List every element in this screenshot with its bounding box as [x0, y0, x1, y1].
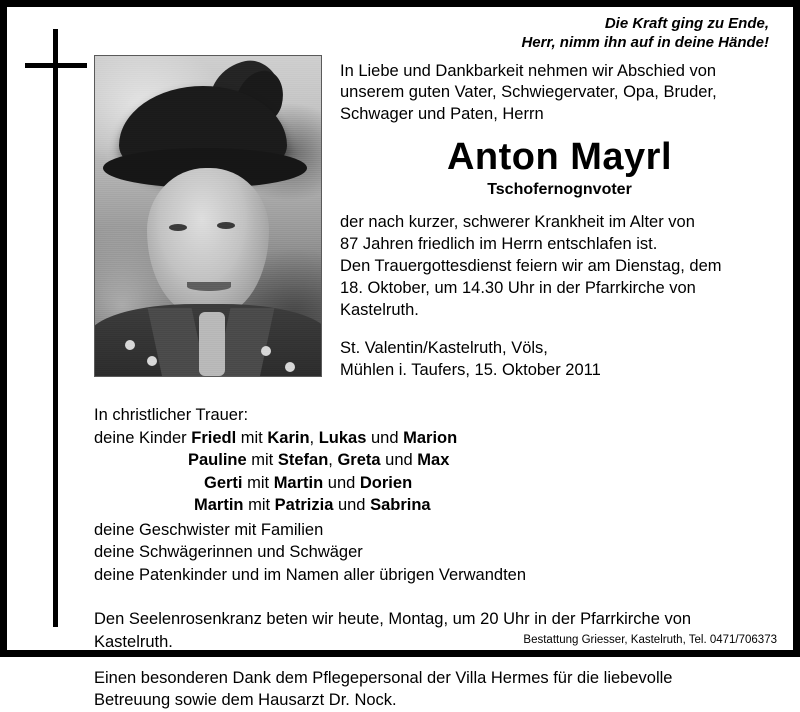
rosary-line-1: Den Seelenrosenkranz beten wir heute, Montag, um 20 Uhr in der Pfarrkirche von — [94, 610, 692, 629]
children-prefix: deine Kinder — [94, 429, 192, 447]
mourners-child-row — [94, 494, 779, 516]
child-name-3: Gerti — [204, 473, 243, 492]
announcement-body — [340, 211, 779, 322]
child-conn-3a: mit — [242, 473, 274, 492]
grandchild-3a: Dorien — [359, 473, 413, 492]
child-conn-4b: und — [333, 496, 371, 515]
cross-vertical-bar — [53, 29, 58, 627]
body-line-5: Kastelruth. — [340, 301, 419, 320]
child-name-1: Friedl — [191, 429, 237, 447]
deceased-nickname: Tschofernognvoter — [487, 180, 632, 198]
child-name-2: Pauline — [188, 451, 247, 470]
child-partner-4: Patrizia — [274, 496, 334, 515]
child-conn-1c: und — [366, 429, 404, 447]
relatives-line-3: deine Patenkinder und im Namen aller übrigen Verwandten — [94, 565, 527, 584]
grandchild-4a: Sabrina — [370, 496, 431, 515]
cross-icon — [25, 29, 87, 629]
child-conn-2a: mit — [246, 451, 278, 470]
mourners-child-row — [94, 449, 779, 471]
portrait-grain-overlay — [95, 56, 321, 376]
child-partner-1: Karin — [267, 429, 310, 447]
lead-line-3: Schwager und Paten, Herrn — [340, 105, 544, 124]
notice-inner — [7, 7, 793, 710]
child-partner-3: Martin — [273, 473, 324, 492]
closing-block — [94, 608, 779, 712]
announcement-lead — [340, 61, 779, 126]
places-line-2: Mühlen i. Taufers, 15. Oktober 2011 — [340, 361, 601, 380]
thanks-line-2: Betreuung sowie dem Hausarzt Dr. Nock. — [94, 691, 397, 710]
rosary-line-2: Kastelruth. — [94, 632, 173, 651]
child-conn-2b: , — [328, 451, 338, 470]
mourners-child-row — [94, 472, 779, 494]
child-conn-3b: und — [323, 473, 360, 492]
funeral-home-footer: Bestattung Griesser, Kastelruth, Tel. 0471/706373 — [523, 634, 777, 646]
mourners-block — [94, 404, 779, 587]
mourners-intro: In christlicher Trauer: — [94, 405, 249, 424]
child-conn-1b: , — [309, 429, 319, 447]
top-block — [21, 55, 779, 382]
grandchild-2a: Greta — [337, 451, 381, 470]
relatives-line-1: deine Geschwister mit Familien — [94, 520, 324, 539]
body-line-2: 87 Jahren friedlich im Herrn entschlafen ist. — [340, 234, 658, 253]
child-conn-2c: und — [380, 451, 418, 470]
child-name-4: Martin — [194, 496, 244, 515]
thanks-note — [94, 667, 779, 712]
portrait-photo — [94, 55, 322, 377]
body-line-1: der nach kurzer, schwerer Krankheit im Alter von — [340, 212, 695, 231]
thanks-line-1: Einen besonderen Dank dem Pflegepersonal der Villa Hermes für die liebevolle — [94, 668, 673, 687]
lead-line-1: In Liebe und Dankbarkeit nehmen wir Abschied von — [340, 61, 717, 80]
relatives-line-2: deine Schwägerinnen und Schwäger — [94, 543, 363, 562]
motto-block — [21, 13, 779, 53]
grandchild-1a: Lukas — [318, 429, 367, 447]
body-line-3: Den Trauergottesdienst feiern wir am Dienstag, dem — [340, 257, 722, 276]
lead-line-2: unserem guten Vater, Schwiegervater, Opa, Bruder, — [340, 83, 717, 102]
announcement-places — [340, 337, 779, 381]
rosary-note — [94, 608, 779, 653]
mourners-child-row — [94, 427, 779, 449]
places-line-1: St. Valentin/Kastelruth, Völs, — [340, 339, 548, 358]
child-conn-1a: mit — [236, 429, 268, 447]
grandchild-2b: Max — [417, 451, 450, 470]
motto-line-2: Herr, nimm ihn auf in deine Hände! — [521, 33, 769, 51]
motto-line-1: Die Kraft ging zu Ende, — [604, 15, 769, 32]
announcement-text — [340, 55, 779, 382]
grandchild-1b: Marion — [403, 429, 458, 447]
child-partner-2: Stefan — [277, 451, 329, 470]
cross-horizontal-bar — [25, 63, 87, 68]
deceased-name: Anton Mayrl — [446, 135, 673, 178]
body-line-4: 18. Oktober, um 14.30 Uhr in der Pfarrkirche von — [340, 279, 696, 298]
mourners-relatives — [94, 519, 779, 586]
child-conn-4a: mit — [243, 496, 275, 515]
portrait-wrapper — [94, 55, 322, 377]
